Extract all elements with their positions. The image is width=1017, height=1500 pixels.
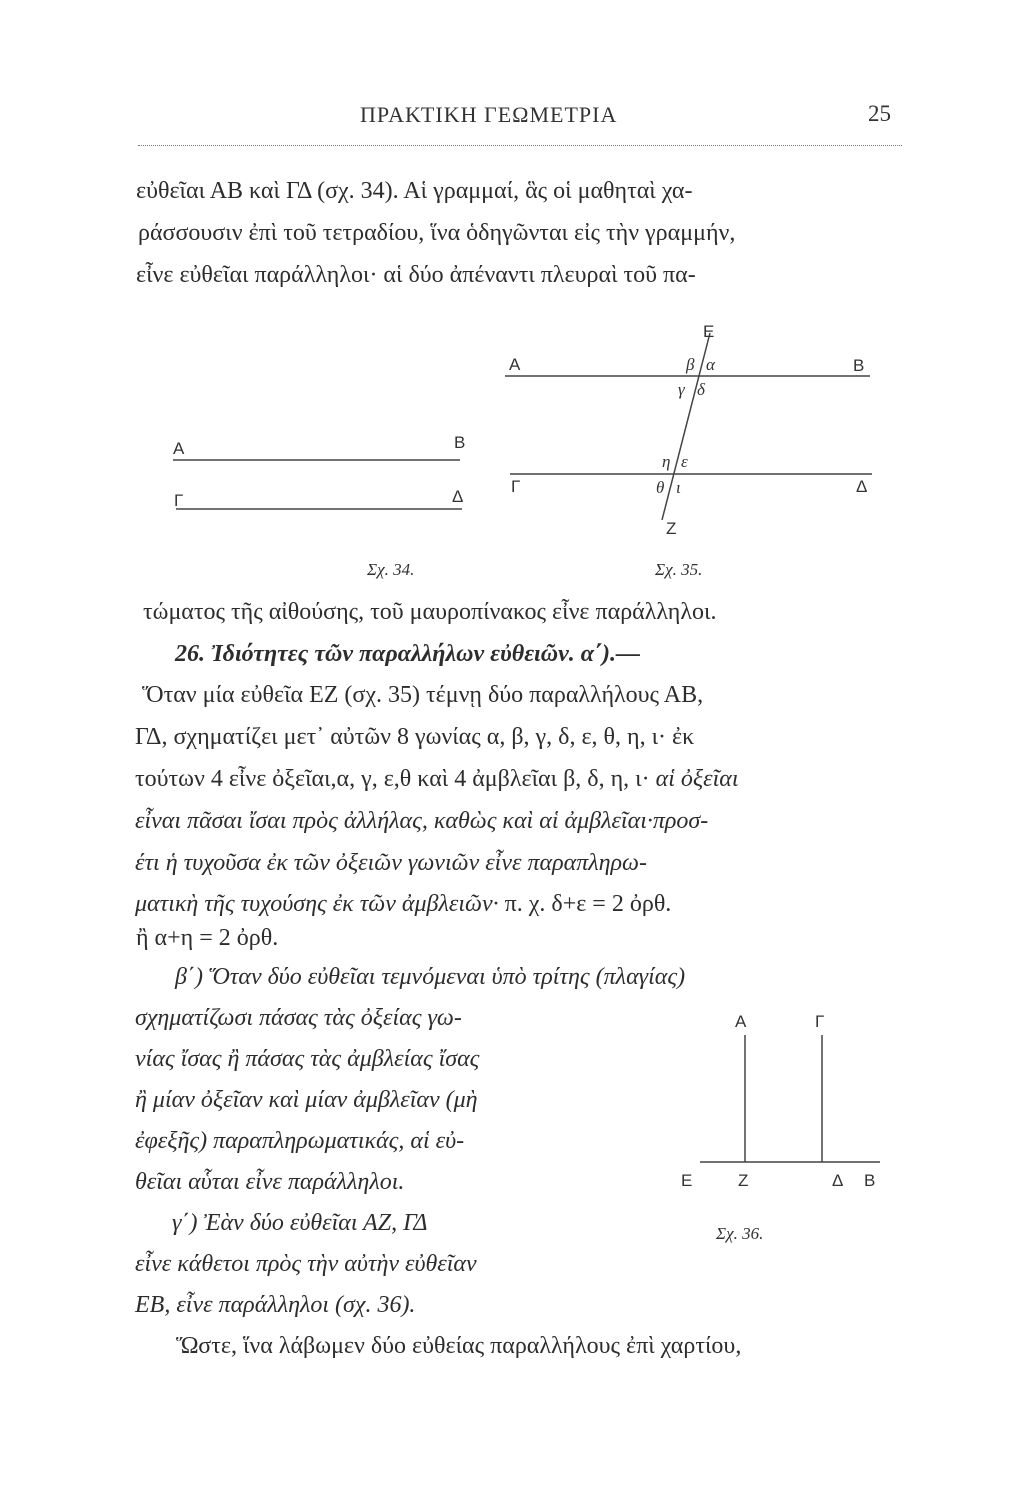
text-line-8 — [135, 764, 739, 794]
fig36-label-g: Γ — [815, 1012, 825, 1031]
text-line-22: Ὥστε, ἵνα λάβωμεν δύο εὐθείας παραλλήλους ἐπὶ χαρτίου, — [176, 1333, 742, 1359]
text-line-3: εἶνε εὐθεῖαι παράλληλοι· αἱ δύο ἀπέναντι πλευραὶ τοῦ πα- — [136, 262, 696, 288]
section-number: 26. — [175, 641, 205, 667]
fig35-label-e: Ε — [703, 322, 715, 341]
text-line-8-b: αἱ ὀξεῖαι — [649, 766, 739, 792]
section-title: Ἰδιότητες τῶν παραλλήλων εὐθειῶν. α΄).— — [211, 641, 640, 667]
text-line-11-b: π. χ. δ+ε = 2 ὀρθ. — [498, 891, 672, 917]
text-line-14: σχηματίζωσι πάσας τὰς ὀξείας γω- — [135, 1005, 462, 1031]
text-line-10: έτι ἡ τυχοῦσα ἐκ τῶν ὀξειῶν γωνιῶν εἶνε παραπληρω- — [135, 850, 647, 876]
text-line-16: ἢ μίαν ὀξεῖαν καὶ μίαν ἀμβλεῖαν (μὴ — [135, 1087, 478, 1113]
text-line-7: ΓΔ, σχηματίζει μετ᾽ αὐτῶν 8 γωνίας α, β, γ, δ, ε, θ, η, ι· ἐκ — [135, 724, 695, 750]
text-line-11-a: ματικὴ τῆς τυχούσης ἐκ τῶν ἀμβλειῶν· — [135, 891, 499, 917]
text-line-13: β΄) Ὅταν δύο εὐθεῖαι τεμνόμεναι ὑπὸ τρίτης (πλαγίας) — [175, 964, 686, 990]
fig35-label-z: Ζ — [666, 519, 677, 538]
text-line-15: νίας ἴσας ἢ πάσας τὰς ἀμβλείας ἴσας — [135, 1046, 480, 1072]
text-line-19: γ΄) Ἐὰν δύο εὐθεῖαι ΑΖ, ΓΔ — [172, 1210, 428, 1236]
text-line-1: εὐθεῖαι ΑΒ καὶ ΓΔ (σχ. 34). Αἱ γραμμαί, ἃς οἱ μαθηταὶ χα- — [136, 178, 693, 204]
fig35-label-eta: η — [662, 452, 671, 471]
fig36-label-z: Ζ — [738, 1171, 749, 1190]
fig35-label-b: Β — [853, 356, 865, 375]
fig34-label-a: Α — [173, 439, 185, 458]
fig35-label-delta: δ — [697, 380, 705, 399]
fig35-label-epsilon: ε — [681, 452, 688, 471]
fig35-label-beta: β — [686, 355, 695, 374]
text-line-12: ἢ α+η = 2 ὀρθ. — [136, 925, 279, 951]
fig35-label-iota: ι — [676, 478, 681, 497]
text-line-20: εἶνε κάθετοι πρὸς τὴν αὐτὴν εὐθεῖαν — [135, 1251, 477, 1277]
text-line-18: θεῖαι αὗται εἶνε παράλληλοι. — [135, 1169, 405, 1195]
text-line-21: ΕΒ, εἶνε παράλληλοι (σχ. 36). — [135, 1292, 416, 1318]
fig36-label-a: Α — [735, 1012, 747, 1031]
running-header-title: ΠΡΑΚΤΙΚΗ ΓΕΩΜΕΤΡΙΑ — [360, 102, 618, 127]
text-line-6: Ὅταν μία εὐθεῖα ΕΖ (σχ. 35) τέμνῃ δύο παραλλήλους ΑΒ, — [142, 682, 704, 708]
fig35-caption: Σχ. 35. — [655, 560, 703, 579]
fig34-label-g: Γ — [174, 491, 184, 510]
fig34-label-b: Β — [454, 433, 466, 452]
figure-36 — [681, 1012, 880, 1190]
fig36-label-b: Β — [864, 1171, 876, 1190]
fig35-label-theta: θ — [656, 478, 665, 497]
section-heading — [175, 639, 640, 669]
figure-34 — [173, 433, 465, 510]
text-line-4: τώματος τῆς αἰθούσης, τοῦ μαυροπίνακος εἶνε παράλληλοι. — [143, 599, 717, 625]
text-line-8-a: τούτων 4 εἶνε ὀξεῖαι,α, γ, ε,θ καὶ 4 ἀμβλεῖαι β, δ, η, ι· — [135, 766, 650, 792]
fig35-label-alpha: α — [706, 355, 715, 374]
fig35-label-gamma: γ — [678, 380, 685, 399]
text-line-9: εἶναι πᾶσαι ἴσαι πρὸς ἀλλήλας, καθὼς καὶ αἱ ἀμβλεῖαι·προσ- — [135, 808, 709, 834]
fig34-label-d: Δ — [452, 487, 464, 506]
fig36-caption: Σχ. 36. — [716, 1224, 764, 1243]
text-line-11 — [135, 889, 671, 919]
fig36-label-d: Δ — [832, 1171, 844, 1190]
page-number: 25 — [868, 101, 891, 126]
fig35-label-a: Α — [509, 355, 521, 374]
text-line-17: ἐφεξῆς) παραπληρωματικάς, αἱ εὐ- — [135, 1128, 465, 1154]
figure-35 — [505, 322, 872, 538]
fig36-label-e: Ε — [681, 1171, 693, 1190]
fig34-caption: Σχ. 34. — [367, 560, 415, 579]
fig35-label-d: Δ — [856, 477, 868, 496]
text-line-2: ράσσουσιν ἐπὶ τοῦ τετραδίου, ἵνα ὁδηγῶνται εἰς τὴν γραμμήν, — [138, 220, 736, 246]
fig35-label-g: Γ — [511, 477, 521, 496]
